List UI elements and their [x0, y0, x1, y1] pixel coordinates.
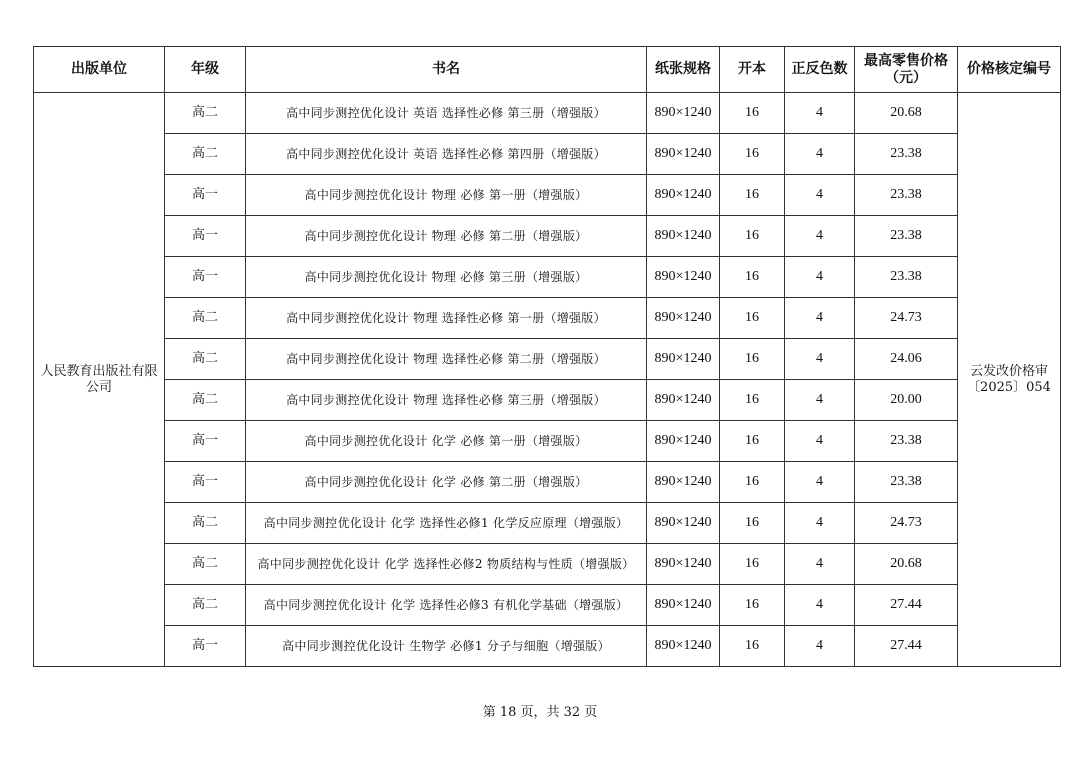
table-row	[34, 421, 1061, 462]
grade-cell: 高一	[165, 421, 246, 462]
header-paper: 纸张规格	[647, 47, 720, 93]
paper-cell: 890×1240	[647, 257, 720, 298]
title-cell: 高中同步测控优化设计 化学 必修 第一册（增强版）	[246, 421, 647, 462]
table-row	[34, 257, 1061, 298]
paper-cell: 890×1240	[647, 421, 720, 462]
grade-cell: 高二	[165, 585, 246, 626]
colors-cell: 4	[785, 626, 855, 667]
title-cell: 高中同步测控优化设计 物理 选择性必修 第一册（增强版）	[246, 298, 647, 339]
table-row	[34, 134, 1061, 175]
format-cell: 16	[720, 175, 785, 216]
table-row	[34, 175, 1061, 216]
paper-cell: 890×1240	[647, 134, 720, 175]
paper-cell: 890×1240	[647, 216, 720, 257]
approval-cell: 云发改价格审〔2025〕054	[958, 93, 1061, 667]
price-cell: 24.73	[855, 503, 958, 544]
table-row	[34, 585, 1061, 626]
grade-cell: 高二	[165, 93, 246, 134]
table-row	[34, 339, 1061, 380]
price-table	[33, 46, 1061, 667]
grade-cell: 高二	[165, 503, 246, 544]
colors-cell: 4	[785, 134, 855, 175]
header-format: 开本	[720, 47, 785, 93]
paper-cell: 890×1240	[647, 298, 720, 339]
price-cell: 27.44	[855, 626, 958, 667]
colors-cell: 4	[785, 380, 855, 421]
price-cell: 24.73	[855, 298, 958, 339]
colors-cell: 4	[785, 339, 855, 380]
colors-cell: 4	[785, 585, 855, 626]
format-cell: 16	[720, 626, 785, 667]
title-cell: 高中同步测控优化设计 化学 选择性必修1 化学反应原理（增强版）	[246, 503, 647, 544]
title-cell: 高中同步测控优化设计 物理 选择性必修 第三册（增强版）	[246, 380, 647, 421]
grade-cell: 高一	[165, 175, 246, 216]
paper-cell: 890×1240	[647, 462, 720, 503]
price-cell: 23.38	[855, 421, 958, 462]
grade-cell: 高一	[165, 462, 246, 503]
table-row	[34, 380, 1061, 421]
grade-cell: 高二	[165, 380, 246, 421]
grade-cell: 高一	[165, 257, 246, 298]
header-grade: 年级	[165, 47, 246, 93]
grade-cell: 高二	[165, 339, 246, 380]
table-row	[34, 462, 1061, 503]
grade-cell: 高二	[165, 298, 246, 339]
grade-cell: 高一	[165, 216, 246, 257]
price-cell: 27.44	[855, 585, 958, 626]
colors-cell: 4	[785, 421, 855, 462]
colors-cell: 4	[785, 257, 855, 298]
price-cell: 23.38	[855, 216, 958, 257]
header-row	[34, 47, 1061, 93]
colors-cell: 4	[785, 175, 855, 216]
format-cell: 16	[720, 544, 785, 585]
format-cell: 16	[720, 462, 785, 503]
paper-cell: 890×1240	[647, 175, 720, 216]
price-cell: 23.38	[855, 175, 958, 216]
table-row	[34, 298, 1061, 339]
format-cell: 16	[720, 257, 785, 298]
title-cell: 高中同步测控优化设计 英语 选择性必修 第四册（增强版）	[246, 134, 647, 175]
title-cell: 高中同步测控优化设计 生物学 必修1 分子与细胞（增强版）	[246, 626, 647, 667]
header-title: 书名	[246, 47, 647, 93]
paper-cell: 890×1240	[647, 339, 720, 380]
paper-cell: 890×1240	[647, 544, 720, 585]
title-cell: 高中同步测控优化设计 英语 选择性必修 第三册（增强版）	[246, 93, 647, 134]
table-row	[34, 216, 1061, 257]
format-cell: 16	[720, 585, 785, 626]
header-price: 最高零售价格（元）	[855, 47, 958, 93]
price-cell: 24.06	[855, 339, 958, 380]
paper-cell: 890×1240	[647, 626, 720, 667]
paper-cell: 890×1240	[647, 585, 720, 626]
price-cell: 23.38	[855, 462, 958, 503]
colors-cell: 4	[785, 462, 855, 503]
table-row	[34, 93, 1061, 134]
paper-cell: 890×1240	[647, 93, 720, 134]
header-colors: 正反色数	[785, 47, 855, 93]
format-cell: 16	[720, 93, 785, 134]
colors-cell: 4	[785, 93, 855, 134]
title-cell: 高中同步测控优化设计 化学 选择性必修2 物质结构与性质（增强版）	[246, 544, 647, 585]
grade-cell: 高二	[165, 544, 246, 585]
paper-cell: 890×1240	[647, 503, 720, 544]
price-cell: 20.68	[855, 93, 958, 134]
price-cell: 23.38	[855, 134, 958, 175]
format-cell: 16	[720, 380, 785, 421]
title-cell: 高中同步测控优化设计 物理 选择性必修 第二册（增强版）	[246, 339, 647, 380]
price-cell: 23.38	[855, 257, 958, 298]
format-cell: 16	[720, 216, 785, 257]
colors-cell: 4	[785, 216, 855, 257]
format-cell: 16	[720, 339, 785, 380]
paper-cell: 890×1240	[647, 380, 720, 421]
colors-cell: 4	[785, 503, 855, 544]
title-cell: 高中同步测控优化设计 化学 选择性必修3 有机化学基础（增强版）	[246, 585, 647, 626]
publisher-cell: 人民教育出版社有限公司	[34, 93, 165, 667]
table-row	[34, 503, 1061, 544]
format-cell: 16	[720, 421, 785, 462]
table-row	[34, 544, 1061, 585]
title-cell: 高中同步测控优化设计 化学 必修 第二册（增强版）	[246, 462, 647, 503]
header-approval: 价格核定编号	[958, 47, 1061, 93]
price-cell: 20.68	[855, 544, 958, 585]
title-cell: 高中同步测控优化设计 物理 必修 第三册（增强版）	[246, 257, 647, 298]
table-row	[34, 626, 1061, 667]
page-footer: 第 18 页，共 32 页	[482, 705, 598, 720]
title-cell: 高中同步测控优化设计 物理 必修 第一册（增强版）	[246, 175, 647, 216]
header-publisher: 出版单位	[34, 47, 165, 93]
colors-cell: 4	[785, 298, 855, 339]
format-cell: 16	[720, 298, 785, 339]
price-cell: 20.00	[855, 380, 958, 421]
grade-cell: 高一	[165, 626, 246, 667]
grade-cell: 高二	[165, 134, 246, 175]
colors-cell: 4	[785, 544, 855, 585]
title-cell: 高中同步测控优化设计 物理 必修 第二册（增强版）	[246, 216, 647, 257]
format-cell: 16	[720, 503, 785, 544]
format-cell: 16	[720, 134, 785, 175]
